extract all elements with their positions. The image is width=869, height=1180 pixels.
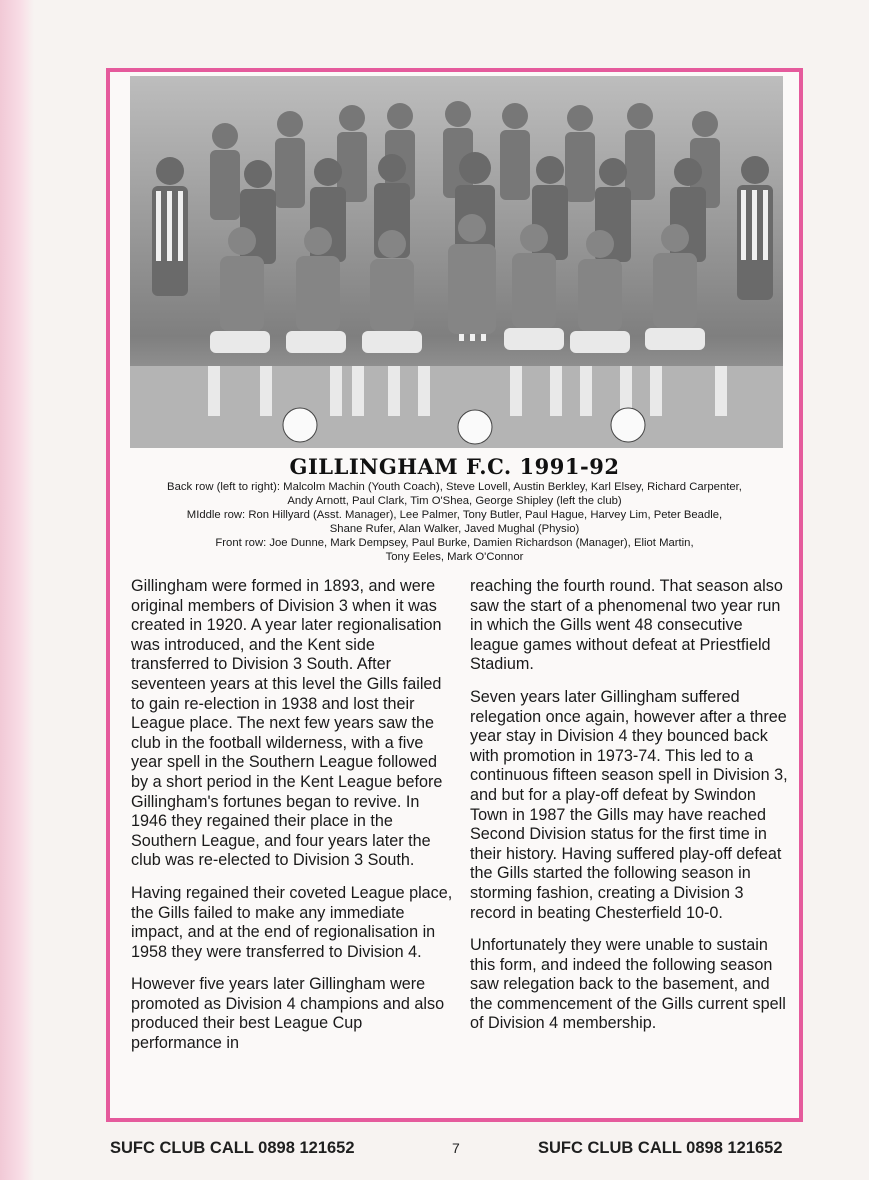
footer-club-call-right: SUFC CLUB CALL 0898 121652 <box>538 1139 783 1157</box>
paragraph: reaching the fourth round. That season also saw the start of a phenomenal two year run in which the Gills went 48 consecutive league games without defeat at Priestfield Stadium. <box>470 577 783 674</box>
right-text-column <box>470 577 792 1047</box>
caption-line: Andy Arnott, Paul Clark, Tim O'Shea, George Shipley (left the club) <box>287 494 622 507</box>
paragraph: Having regained their coveted League place, the Gills failed to make any immediate impact, and at the end of regionalisation in 1958 they were transferred to Division 4. <box>131 883 453 961</box>
paragraph: However five years later Gillingham were promoted as Division 4 champions and also produced their best League Cup performance in <box>131 975 445 1053</box>
team-title: GILLINGHAM F.C. 1991-92 <box>289 454 620 479</box>
pink-bordered-frame <box>106 68 803 1122</box>
left-text-column <box>131 577 453 1067</box>
caption-line: Front row: Joe Dunne, Mark Dempsey, Paul Burke, Damien Richardson (Manager), Eliot Martin, <box>215 536 694 549</box>
paragraph: Gillingham were formed in 1893, and were original members of Division 3 when it was created in 1920. A year later regionalisation was introduced, and the Kent side transferred to Division 3 South. After seventeen years at this level the Gills failed to gain re-election in 1938 and lost their League place. The next few years saw the club in the football wilderness, with a five year spell in the Southern League followed by a short period in the Kent League before Gillingham's fortunes began to revive. In 1946 they regained their place in the Southern League, and four years later the club was re-elected to Division 3 South. <box>131 577 443 870</box>
page-number: 7 <box>452 1140 460 1156</box>
footer-club-call-left: SUFC CLUB CALL 0898 121652 <box>110 1139 355 1157</box>
photo-caption <box>120 481 789 564</box>
caption-line: Tony Eeles, Mark O'Connor <box>385 550 524 563</box>
team-photo-illustration <box>130 76 783 448</box>
paragraph: Unfortunately they were unable to sustain this form, and indeed the following season saw relegation back to the basement, and the commencement of the Gills current spell of Division 4 membership. <box>470 936 786 1033</box>
paragraph: Seven years later Gillingham suffered relegation once again, however after a three year stay in Division 4 they bounced back with promotion in 1973-74. This led to a continuous fifteen season spell in Division 3, and but for a play-off defeat by Swindon Town in 1987 the Gills may have reached Second Division status for the first time in their history. Having suffered play-off defeat the Gills started the following season in storming fashion, creating a Division 3 record in beating Chesterfield 10-0. <box>470 687 788 922</box>
pink-page-edge <box>0 0 34 1180</box>
caption-line: MIddle row: Ron Hillyard (Asst. Manager), Lee Palmer, Tony Butler, Paul Hague, Harvey Lim, Peter Beadle, <box>186 508 723 521</box>
caption-line: Back row (left to right): Malcolm Machin (Youth Coach), Steve Lovell, Austin Berkley, Karl Elsey, Richard Carpenter, <box>167 481 742 493</box>
caption-line: Shane Rufer, Alan Walker, Javed Mughal (Physio) <box>329 522 580 535</box>
team-photo <box>130 76 783 448</box>
